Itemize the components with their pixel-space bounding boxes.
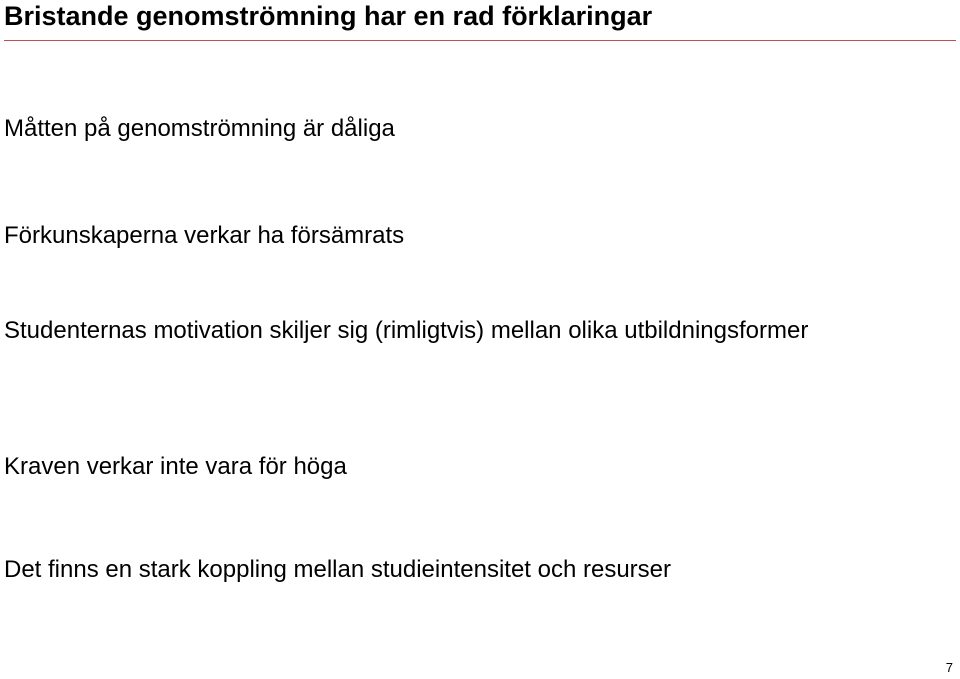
bullet-item: Det finns en stark koppling mellan studieintensitet och resurser — [4, 556, 672, 583]
bullet-item: Kraven verkar inte vara för höga — [4, 453, 347, 480]
slide-title: Bristande genomströmning har en rad förklaringar — [4, 1, 653, 31]
bullet-item: Studenternas motivation skiljer sig (rimligtvis) mellan olika utbildningsformer — [4, 317, 809, 344]
page-number: 7 — [945, 660, 953, 675]
bullet-item: Förkunskaperna verkar ha försämrats — [4, 222, 405, 249]
bullet-item: Måtten på genomströmning är dåliga — [4, 115, 395, 142]
title-divider — [4, 40, 956, 41]
